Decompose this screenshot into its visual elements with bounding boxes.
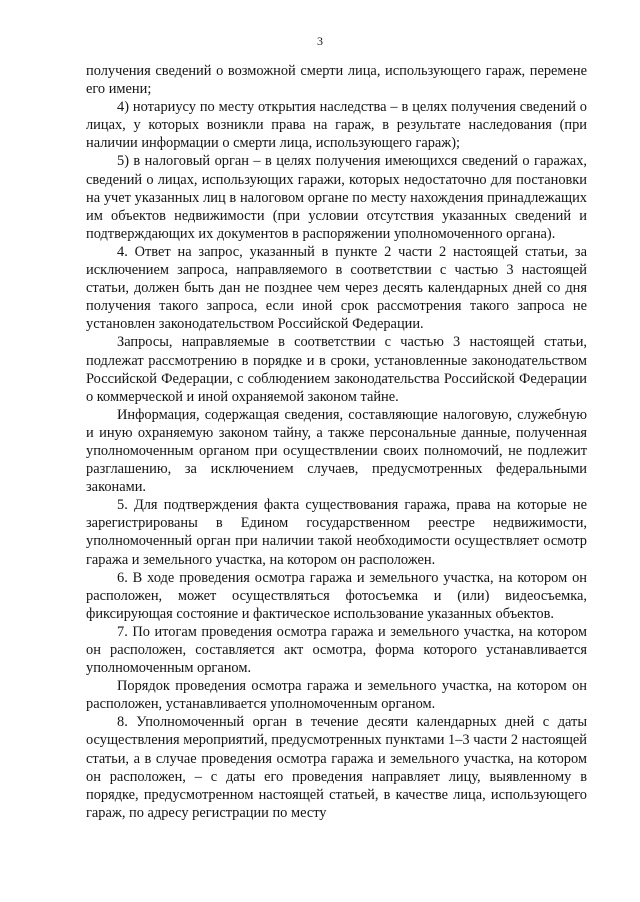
paragraph-inspection-procedure: Порядок проведения осмотра гаража и земельного участка, на котором он расположен, устанавливается уполномоченным органом.	[86, 678, 587, 713]
paragraph-item-5-tax-authority: 5) в налоговый орган – в целях получения имеющихся сведений о гаражах, сведений о лицах, использующих гаражи, которых недостаточно для постановки на учет указанных лиц в налоговом органе по месту нахождения принадлежащих им объектов недвижимости (при условии отсутствия указанных сведений и подтверждающих их документов в распоряжении уполномоченного органа).	[86, 153, 587, 242]
paragraph-section-4: 4. Ответ на запрос, указанный в пункте 2 части 2 настоящей статьи, за исключением запроса, направляемого в соответствии с частью 3 настоящей статьи, должен быть дан не позднее чем через десять календарных дней со дня получения такого запроса, если иной срок рассмотрения такого запроса не установлен законодательством Российской Федерации.	[86, 243, 587, 333]
paragraph-confidential-info: Информация, содержащая сведения, составляющие налоговую, служебную и иную охраняемую законом тайну, а также персональные данные, полученная уполномоченным органом при осуществлении своих полномочий, не подлежит разглашению, за исключением случаев, предусмотренных федеральными законами.	[86, 406, 587, 496]
paragraph-section-7: 7. По итогам проведения осмотра гаража и земельного участка, на котором он расположен, составляется акт осмотра, форма которого устанавливается уполномоченным органом.	[86, 623, 587, 677]
paragraph-requests: Запросы, направляемые в соответствии с частью 3 настоящей статьи, подлежат рассмотрению в порядке и в сроки, установленные законодательством Российской Федерации, с соблюдением законодательства Российской Федерации о коммерческой и иной охраняемой законом тайне.	[86, 334, 587, 405]
paragraph-section-5: 5. Для подтверждения факта существования гаража, права на которые не зарегистрированы в Едином государственном реестре недвижимости, уполномоченный орган при наличии такой необходимости осуществляет осмотр гаража и земельного участка, на котором он расположен.	[86, 497, 587, 568]
document-body	[86, 62, 587, 822]
paragraph-section-8: 8. Уполномоченный орган в течение десяти календарных дней с даты осуществления мероприятий, предусмотренных пунктами 1–3 части 2 настоящей статьи, а в случае проведения осмотра гаража и земельного участка, на котором он расположен, – с даты его проведения направляет лицу, выявленному в порядке, предусмотренном настоящей статьей, в качестве лица, использующего гараж, по адресу регистрации по месту	[86, 714, 587, 821]
page-number: 3	[317, 34, 323, 48]
paragraph-section-6: 6. В ходе проведения осмотра гаража и земельного участка, на котором он расположен, может осуществляться фотосъемка и (или) видеосъемка, фиксирующая состояние и фактическое использование указанных объектов.	[86, 569, 587, 622]
paragraph-continuation: получения сведений о возможной смерти лица, использующего гараж, перемене его имени;	[86, 63, 587, 98]
paragraph-item-4-notary: 4) нотариусу по месту открытия наследства – в целях получения сведений о лицах, у которых возникли права на гараж, в результате наследования (при наличии информации о смерти лица, использующего гараж);	[86, 99, 587, 152]
